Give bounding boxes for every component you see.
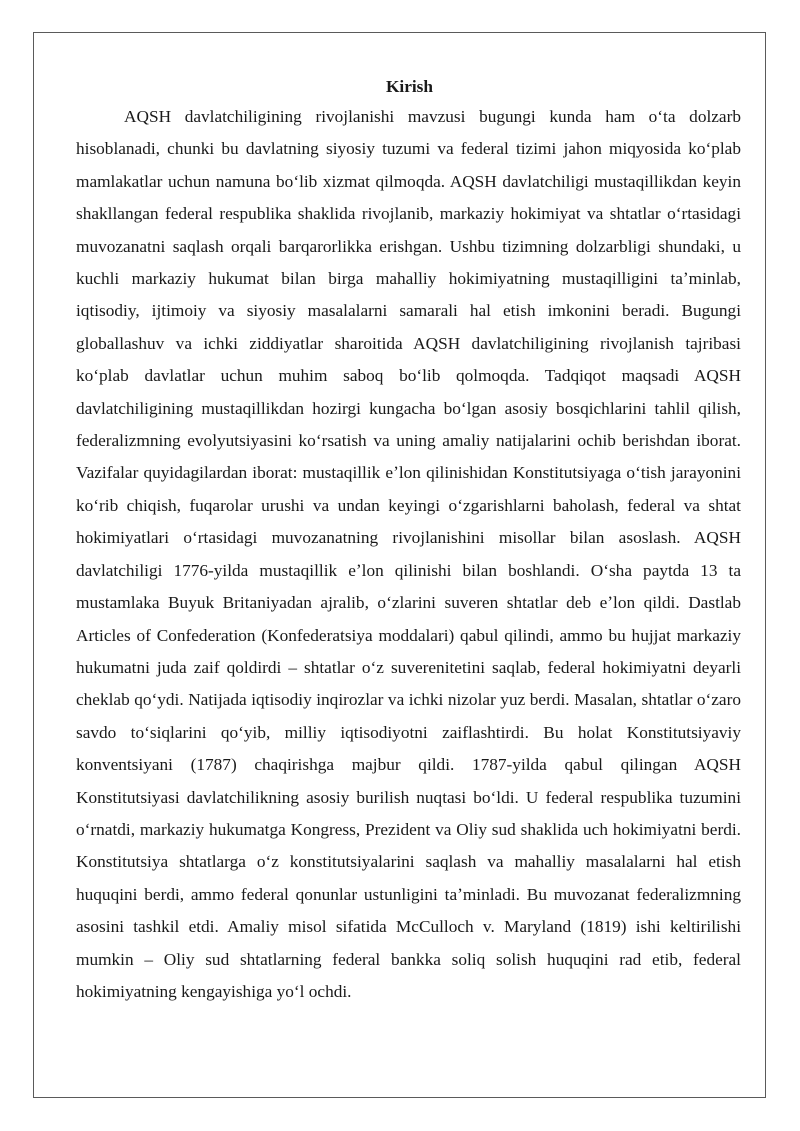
section-heading: Kirish [385, 77, 434, 96]
document-body [76, 75, 741, 1008]
body-paragraph: AQSH davlatchiligining rivojlanishi mavzusi bugungi kunda ham oʻta dolzarb hisoblanadi, chunki bu davlatning siyosiy tuzumi va federal tizimi jahon miqyosida koʻplab mamlakatlar uchun namuna boʻlib xizmat qilmoqda. AQSH davlatchiligi mustaqillikdan keyin shakllangan federal respublika shaklida rivojlanib, markaziy hokimiyat va shtatlar oʻrtasidagi muvozanatni saqlash orqali barqarorlikka erishgan. Ushbu tizimning dolzarbligi shundaki, u kuchli markaziy hukumat bilan birga mahalliy hokimiyatning mustaqilligini taʼminlab, iqtisodiy, ijtimoiy va siyosiy masalalarni samarali hal etish imkonini beradi. Bugungi globallashuv va ichki ziddiyatlar sharoitida AQSH davlatchiligining rivojlanish tajribasi koʻplab davlatlar uchun muhim saboq boʻlib qolmoqda. Tadqiqot maqsadi AQSH davlatchiligining mustaqillikdan hozirgi kungacha boʻlgan asosiy bosqichlarini tahlil qilish, federalizmning evolyutsiyasini koʻrsatish va uning amaliy natijalarini ochib berishdan iborat. Vazifalar quyidagilardan iborat: mustaqillik eʼlon qilinishidan Konstitutsiyaga oʻtish jarayonini koʻrib chiqish, fuqarolar urushi va undan keyingi oʻzgarishlarni baholash, federal va shtat hokimiyatlari oʻrtasidagi muvozanatning rivojlanishini misollar bilan asoslash. AQSH davlatchiligi 1776-yilda mustaqillik eʼlon qilinishi bilan boshlandi. Oʻsha paytda 13 ta mustamlaka Buyuk Britaniyadan ajralib, oʻzlarini suveren shtatlar deb eʼlon qildi. Dastlab Articles of Confederation (Konfederatsiya moddalari) qabul qilindi, ammo bu hujjat markaziy hukumatni juda zaif qoldirdi – shtatlar oʻz suverenitetini saqlab, federal hokimiyatni deyarli cheklab qoʻydi. Natijada iqtisodiy inqirozlar va ichki nizolar yuz berdi. Masalan, shtatlar oʻzaro savdo toʻsiqlarini qoʻyib, milliy iqtisodiyotni zaiflashtirdi. Bu holat Konstitutsiyaviy konventsiyani (1787) chaqirishga majbur qildi. 1787-yilda qabul qilingan AQSH Konstitutsiyasi davlatchilikning asosiy burilish nuqtasi boʻldi. U federal respublika tuzumini oʻrnatdi, markaziy hukumatga Kongress, Prezident va Oliy sud shaklida uch hokimiyatni berdi. Konstitutsiya shtatlarga oʻz konstitutsiyalarini saqlash va mahalliy masalalarni hal etish huquqini berdi, ammo federal qonunlar ustunligini taʼminladi. Bu muvozanat federalizmning asosini tashkil etdi. Amaliy misol sifatida McCulloch v. Maryland (1819) ishi keltirilishi mumkin – Oliy sud shtatlarning federal bankka soliq solish huquqini rad etib, federal hokimiyatning kengayishiga yoʻl ochdi. [76, 107, 741, 1001]
